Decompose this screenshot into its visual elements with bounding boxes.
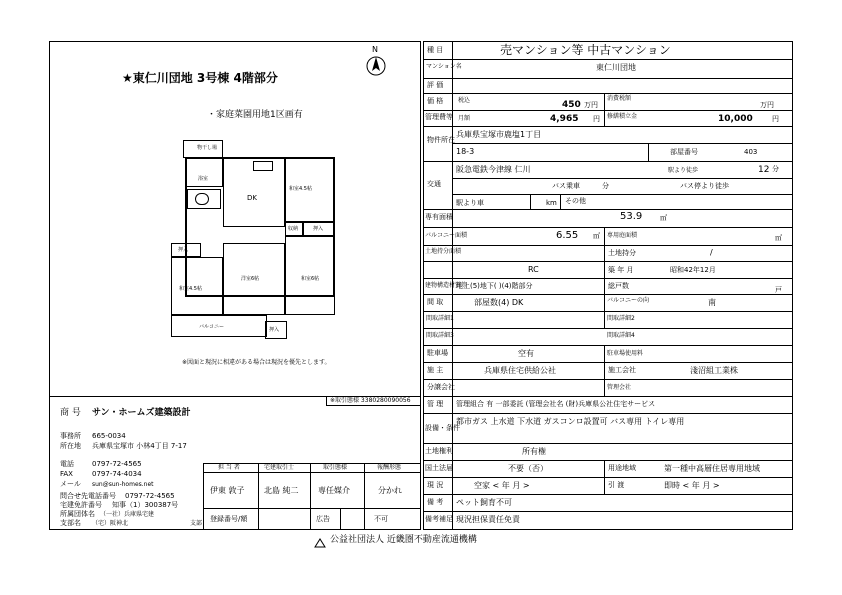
landright-value: 所有権 xyxy=(522,447,546,456)
assoc-label: 所属団体名 xyxy=(60,510,95,518)
room-label: 和室4.5帖 xyxy=(289,186,312,192)
walk-unit: 分 xyxy=(772,165,779,173)
built-label: 築 年 月 xyxy=(608,266,634,274)
branch-label: 支部名 xyxy=(60,519,81,527)
floors-value: 地上(5)地下( )(4)階部分 xyxy=(456,282,533,290)
room-label: 和室6帖 xyxy=(301,276,320,282)
compass-north-icon xyxy=(365,45,387,77)
fax-label: FAX xyxy=(60,470,73,478)
room-label: 和室4.5帖 xyxy=(179,286,202,292)
remarks2-value: 現況担保責任免責 xyxy=(456,515,520,524)
mgmt-value: 4,965 xyxy=(550,114,579,124)
label-landright: 土地権利 xyxy=(425,447,453,455)
repair-value: 10,000 xyxy=(718,114,753,124)
garden-label: 専用庭面積 xyxy=(607,232,638,239)
room-label: 浴室 xyxy=(198,176,209,182)
price-value: 450 xyxy=(562,100,581,110)
label-name: マンション名 xyxy=(426,63,462,70)
staff-h1: 担 当 者 xyxy=(218,464,240,471)
label-detail3: 間取詳細3 xyxy=(426,332,454,339)
land-right-value: / xyxy=(710,248,713,257)
staff-h3: 取引態様 xyxy=(323,464,348,471)
footer-logo-icon xyxy=(314,534,326,546)
branch-suffix: 支部 xyxy=(190,520,203,527)
label-sales: 分譲会社 xyxy=(427,383,455,391)
status-value: 空家 < 年 月 > xyxy=(474,481,530,490)
staff-v2: 北島 純二 xyxy=(264,486,299,495)
assoc-value: （一社）兵庫県宅建 xyxy=(100,511,155,518)
zone-value: 第一種中高層住居専用地域 xyxy=(664,464,760,473)
label-price: 価 格 xyxy=(427,97,444,105)
label-detail2: 間取詳細2 xyxy=(607,315,635,322)
label-remarks: 備 考 xyxy=(427,498,444,506)
units-unit: 戸 xyxy=(775,286,782,294)
dir-label: バルコニーの向 xyxy=(607,297,650,304)
staff-v4: 分かれ xyxy=(378,486,402,495)
label-land: 土地持分面積 xyxy=(425,248,462,255)
walk-label: 駅より徒歩 xyxy=(668,167,699,174)
address-value: 兵庫県宝塚市 小林4丁目 7-17 xyxy=(92,442,187,450)
label-remarks2: 備考補足 xyxy=(425,515,453,523)
station-value: 阪急電鉄今津線 仁川 xyxy=(456,165,531,174)
label-seller: 施 主 xyxy=(427,366,444,374)
footer-org: 公益社団法人 近畿圏不動産流通機構 xyxy=(330,535,477,545)
bus-unit: 分 xyxy=(602,182,609,190)
label-type: 種 目 xyxy=(427,46,444,54)
registration-stamp: ※取引態様 3380280090056 xyxy=(330,397,411,404)
parking-fee-label: 駐車場使用料 xyxy=(607,350,644,357)
room-label: 物干し場 xyxy=(197,145,218,151)
equip-value: 都市ガス 上水道 下水道 ガスコンロ設置可 バス専用 トイレ専用 xyxy=(456,417,685,426)
label-balcony: バルコニー面積 xyxy=(425,232,468,239)
company-name: サン・ホームズ建築設計 xyxy=(92,408,191,418)
built-value: 昭和42年12月 xyxy=(670,266,716,274)
balcony-unit: ㎡ xyxy=(593,232,600,240)
staff-v1: 伊東 敦子 xyxy=(210,486,245,495)
room-label: 押入 xyxy=(269,327,280,333)
garden-unit: ㎡ xyxy=(775,234,782,242)
repair-unit: 円 xyxy=(772,115,779,123)
compass-label: N xyxy=(372,45,378,54)
repair-label: 修繕積立金 xyxy=(607,113,638,120)
label-area: 専有面積 xyxy=(425,213,453,221)
other-label: その他 xyxy=(565,197,586,205)
mail-value[interactable]: sun@sun-homes.net xyxy=(92,481,154,488)
staff-ad-value: 不可 xyxy=(374,515,388,523)
mgmt-unit: 円 xyxy=(593,115,600,123)
label-detail4: 間取詳細4 xyxy=(607,332,635,339)
label-status: 現 況 xyxy=(427,481,444,489)
mgmt-co-label: 管理会社 xyxy=(607,384,632,391)
contact-value: 0797-72-4565 xyxy=(125,492,175,500)
room-label: DK xyxy=(247,194,257,202)
area-unit: ㎡ xyxy=(660,214,667,222)
price-unit: 万円 xyxy=(584,101,598,109)
price-sub: 税込 xyxy=(458,97,471,104)
label-admin: 管 理 xyxy=(427,400,444,408)
builder-label: 施工会社 xyxy=(608,366,636,374)
fax-value: 0797-74-4034 xyxy=(92,470,142,478)
remarks-value: ペット飼育不可 xyxy=(456,498,512,507)
label-traffic: 交通 xyxy=(427,180,441,188)
label-eval: 評 価 xyxy=(427,81,444,89)
floorplan-note: ※図面と現況に相違がある場合は現況を優先とします。 xyxy=(182,359,331,366)
car-label: 駅より車 xyxy=(456,199,484,207)
builder-value: 淺沼組工業株 xyxy=(690,366,738,375)
type-value: 売マンション等 中古マンション xyxy=(500,43,671,57)
loc-value: 兵庫県宝塚市鹿塩1丁目 xyxy=(456,130,542,139)
property-subtitle: ・家庭菜園用地1区画有 xyxy=(207,110,303,120)
mail-label: メール xyxy=(60,480,81,488)
property-title: ★東仁川団地 3号棟 4階部分 xyxy=(122,71,278,85)
room-label: 押入 xyxy=(313,226,324,232)
label-law: 国土法届 xyxy=(425,464,453,472)
staff-reg-label: 登録番号/額 xyxy=(210,515,248,523)
company-label: 商 号 xyxy=(60,408,81,418)
admin-value: 管理組合 有 一部委託 (管理会社名 (財)兵庫県公社住宅サービス xyxy=(456,400,656,408)
office-postal: 665-0034 xyxy=(92,432,126,440)
floor-plan xyxy=(165,135,355,345)
car-unit: km xyxy=(546,199,557,207)
tel-label: 電話 xyxy=(60,460,74,468)
label-layout: 間 取 xyxy=(427,298,444,306)
room-label: 洋室6帖 xyxy=(241,276,260,282)
law-value: 不要（否） xyxy=(508,464,548,473)
staff-h4: 報酬形態 xyxy=(377,464,402,471)
label-loc: 物件所在 xyxy=(427,136,455,144)
balcony-value: 6.55 xyxy=(556,230,579,241)
loc2-value: 18-3 xyxy=(456,147,475,156)
area-value: 53.9 xyxy=(620,211,643,222)
walk-value: 12 xyxy=(758,165,770,175)
label-equip: 設備・条件 xyxy=(425,424,460,432)
staff-v3: 専任媒介 xyxy=(318,486,350,495)
tax-unit: 万円 xyxy=(760,101,774,109)
room-label: 部屋番号 xyxy=(670,148,698,156)
land-right-label: 土地持分 xyxy=(608,249,636,257)
mgmt-sub: 月額 xyxy=(458,115,471,122)
staff-ad-label: 広告 xyxy=(316,515,330,523)
handover-label: 引 渡 xyxy=(608,481,625,489)
bus-stop-label: バス停より徒歩 xyxy=(680,182,729,190)
branch-value: （宅）阪神北 xyxy=(92,520,129,527)
zone-label: 用途地域 xyxy=(608,464,636,472)
room-label: バルコニー xyxy=(199,324,225,330)
room-label: 押入 xyxy=(178,247,189,253)
tax-label: 消費税額 xyxy=(607,95,632,102)
license-value: 知事（1）300387号 xyxy=(112,501,179,509)
dir-value: 南 xyxy=(708,298,716,307)
label-mgmt: 管理費等 xyxy=(425,113,453,121)
license-label: 宅建免許番号 xyxy=(60,501,102,509)
staff-h2: 宅建取引士 xyxy=(264,464,295,471)
contact-label: 問合せ先電話番号 xyxy=(60,492,116,500)
office-label: 事務所 xyxy=(60,432,81,440)
room-bath xyxy=(185,157,223,187)
layout-value: 部屋数(4) DK xyxy=(474,298,524,307)
label-detail1: 間取詳細1 xyxy=(426,315,454,322)
bus-label: バス乗車 xyxy=(552,182,580,190)
parking-value: 空有 xyxy=(518,349,534,358)
tel-value: 0797-72-4565 xyxy=(92,460,142,468)
handover-value: 即時 < 年 月 > xyxy=(664,481,720,490)
units-label: 総戸数 xyxy=(608,282,629,290)
address-label: 所在地 xyxy=(60,442,81,450)
room-label: 収納 xyxy=(288,226,299,232)
name-value: 東仁川団地 xyxy=(596,63,636,72)
seller-value: 兵庫県住宅供給公社 xyxy=(484,366,556,375)
struct-value: RC xyxy=(528,265,539,274)
room-value: 403 xyxy=(744,148,758,156)
label-parking: 駐車場 xyxy=(427,349,448,357)
label-struct: 建物構造材質等 xyxy=(425,282,468,289)
